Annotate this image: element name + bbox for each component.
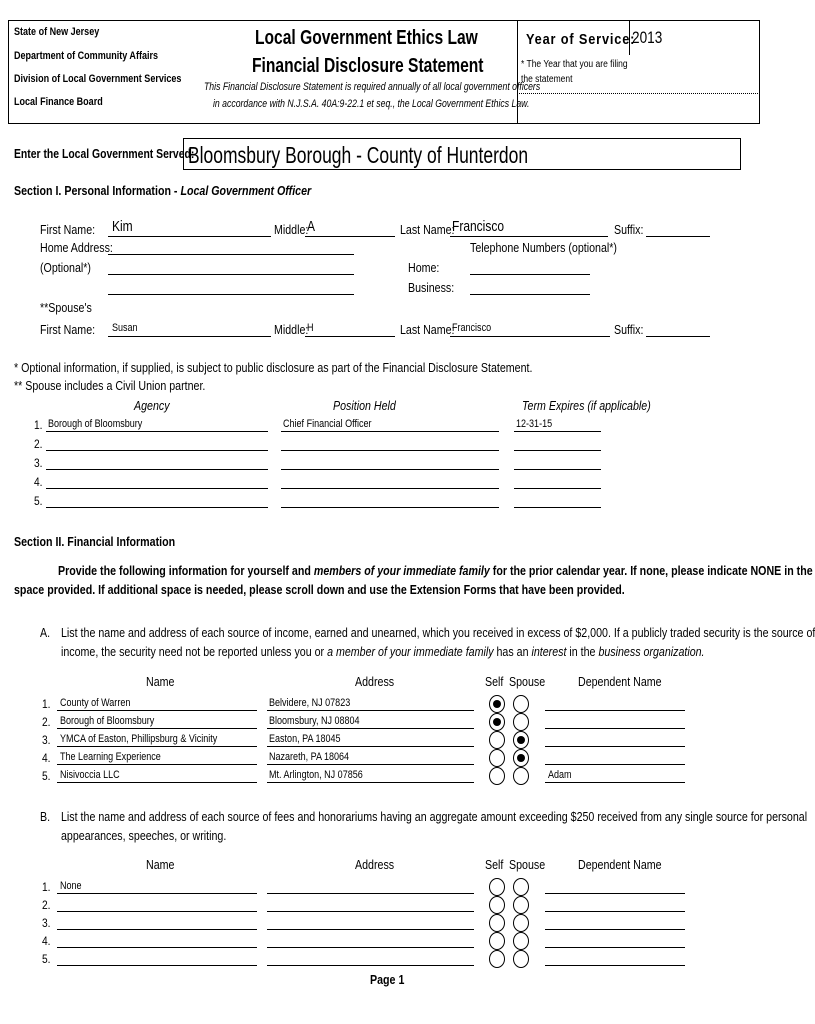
- a-col-name: Name: [146, 674, 175, 689]
- spouse-radio[interactable]: [513, 749, 529, 767]
- income-name-value[interactable]: Borough of Bloomsbury: [60, 715, 155, 727]
- row-number: 4.: [42, 751, 51, 765]
- position-line[interactable]: [281, 507, 499, 508]
- fee-name-value[interactable]: None: [60, 880, 82, 892]
- row-number: 1.: [34, 418, 43, 432]
- fee-name-line[interactable]: [57, 911, 257, 912]
- term-line[interactable]: [514, 507, 601, 508]
- income-name-value[interactable]: County of Warren: [60, 697, 131, 709]
- income-name-line[interactable]: [57, 746, 257, 747]
- row-number: 5.: [42, 952, 51, 966]
- row-number: 2.: [34, 437, 43, 451]
- spouse-radio[interactable]: [513, 731, 529, 749]
- b-col-self: Self: [485, 857, 504, 872]
- spouse-middle-value[interactable]: H: [307, 322, 314, 334]
- year-note-1: * The Year that you are filing: [521, 59, 628, 70]
- self-radio[interactable]: [489, 932, 505, 950]
- agency-line[interactable]: [46, 488, 268, 489]
- position-line[interactable]: [281, 431, 499, 432]
- row-number: 4.: [42, 934, 51, 948]
- term-line[interactable]: [514, 469, 601, 470]
- spouse-radio[interactable]: [513, 950, 529, 968]
- income-name-value[interactable]: YMCA of Easton, Phillipsburg & Vicinity: [60, 733, 218, 745]
- home-phone-line[interactable]: [470, 274, 590, 275]
- gov-served-field[interactable]: [183, 138, 741, 170]
- spouse-note: ** Spouse includes a Civil Union partner.: [14, 378, 206, 393]
- form-title-1: Local Government Ethics Law: [255, 27, 478, 49]
- spouse-radio[interactable]: [513, 878, 529, 896]
- agency-line[interactable]: [46, 469, 268, 470]
- form-title-2: Financial Disclosure Statement: [252, 55, 484, 77]
- row-number: 1.: [42, 697, 51, 711]
- a2f: business organization.: [598, 644, 705, 659]
- spouse-radio[interactable]: [513, 914, 529, 932]
- last-name-value[interactable]: Francisco: [452, 218, 505, 235]
- col-position: Position Held: [333, 398, 396, 413]
- spouse-middle-label: Middle:: [274, 322, 309, 337]
- middle-line[interactable]: [305, 236, 395, 237]
- income-name-line[interactable]: [57, 728, 257, 729]
- row-number: 3.: [42, 733, 51, 747]
- first-name-label: First Name:: [40, 222, 96, 237]
- a2a: income, the security need not be reported unless you or: [61, 644, 328, 659]
- suffix-line[interactable]: [646, 236, 710, 237]
- row-number: 4.: [34, 475, 43, 489]
- b-col-spouse: Spouse: [509, 857, 546, 872]
- income-address-value[interactable]: Bloomsbury, NJ 08804: [269, 715, 360, 727]
- self-radio[interactable]: [489, 695, 505, 713]
- income-address-line[interactable]: [267, 764, 474, 765]
- dependent-line[interactable]: [545, 764, 685, 765]
- phone-label: Telephone Numbers (optional*): [470, 240, 617, 255]
- term-value[interactable]: 12-31-15: [516, 418, 553, 430]
- business-phone-line[interactable]: [470, 294, 590, 295]
- spouse-suffix-line[interactable]: [646, 336, 710, 337]
- spouse-last-label: Last Name:: [400, 322, 455, 337]
- self-radio[interactable]: [489, 767, 505, 785]
- part-a-text-1: List the name and address of each source of income, earned and unearned, which you received in excess of $2,000. If a publicly traded security is the source of: [61, 625, 815, 640]
- section1-title-text: Section I. Personal Information -: [14, 183, 181, 198]
- intro-c: for the prior calendar year. If none, please indicate NONE in the: [489, 563, 813, 578]
- self-radio[interactable]: [489, 878, 505, 896]
- spouse-label: **Spouse's: [40, 300, 92, 315]
- agency-value[interactable]: Borough of Bloomsbury: [48, 418, 143, 430]
- business-phone-label: Business:: [408, 280, 455, 295]
- spouse-radio[interactable]: [513, 695, 529, 713]
- last-name-line[interactable]: [450, 236, 608, 237]
- a-col-dependent: Dependent Name: [578, 674, 662, 689]
- income-address-line[interactable]: [267, 782, 474, 783]
- spouse-radio[interactable]: [513, 767, 529, 785]
- income-name-value[interactable]: The Learning Experience: [60, 751, 161, 763]
- self-radio[interactable]: [489, 713, 505, 731]
- a2c: has an: [493, 644, 532, 659]
- position-line[interactable]: [281, 450, 499, 451]
- a2b: a member of your immediate family: [327, 644, 494, 659]
- fee-name-line[interactable]: [57, 929, 257, 930]
- fee-address-line[interactable]: [267, 929, 474, 930]
- spouse-last-value[interactable]: Francisco: [452, 322, 492, 334]
- dependent-line[interactable]: [545, 911, 685, 912]
- fee-name-line[interactable]: [57, 893, 257, 894]
- fee-name-line[interactable]: [57, 947, 257, 948]
- dependent-line[interactable]: [545, 965, 685, 966]
- spouse-first-line[interactable]: [108, 336, 271, 337]
- part-a-letter: A.: [40, 625, 51, 640]
- position-line[interactable]: [281, 488, 499, 489]
- row-number: 2.: [42, 898, 51, 912]
- income-name-value[interactable]: Nisivoccia LLC: [60, 769, 120, 781]
- term-line[interactable]: [514, 488, 601, 489]
- intro-b: members of your immediate family: [313, 563, 490, 578]
- b-col-name: Name: [146, 857, 175, 872]
- part-b-letter: B.: [40, 809, 51, 824]
- col-agency: Agency: [134, 398, 170, 413]
- address-line-3[interactable]: [108, 294, 354, 295]
- a2e: in the: [566, 644, 599, 659]
- home-address-label: Home Address:: [40, 240, 113, 255]
- b-col-dependent: Dependent Name: [578, 857, 662, 872]
- page-number: Page 1: [370, 972, 405, 987]
- fee-address-line[interactable]: [267, 893, 474, 894]
- fee-address-line[interactable]: [267, 911, 474, 912]
- dependent-line[interactable]: [545, 947, 685, 948]
- income-name-line[interactable]: [57, 710, 257, 711]
- spouse-radio[interactable]: [513, 896, 529, 914]
- self-radio[interactable]: [489, 749, 505, 767]
- row-number: 5.: [42, 769, 51, 783]
- agency-line[interactable]: [46, 431, 268, 432]
- part-a-text-2: [61, 644, 705, 659]
- optional-note: * Optional information, if supplied, is subject to public disclosure as part of the Financial Disclosure Statement.: [14, 360, 533, 375]
- gov-served-value: Bloomsbury Borough - County of Hunterdon: [188, 142, 529, 168]
- fee-address-line[interactable]: [267, 965, 474, 966]
- middle-label: Middle:: [274, 222, 309, 237]
- fee-name-line[interactable]: [57, 965, 257, 966]
- agency-line[interactable]: [46, 450, 268, 451]
- first-name-line[interactable]: [108, 236, 271, 237]
- section1-title-italic: Local Government Officer: [180, 183, 312, 198]
- dependent-line[interactable]: [545, 893, 685, 894]
- row-number: 3.: [42, 916, 51, 930]
- agency-line-1: State of New Jersey: [14, 26, 100, 38]
- section1-title: [14, 183, 311, 198]
- dependent-line[interactable]: [545, 728, 685, 729]
- suffix-label: Suffix:: [614, 222, 644, 237]
- row-number: 2.: [42, 715, 51, 729]
- income-name-line[interactable]: [57, 782, 257, 783]
- income-address-line[interactable]: [267, 710, 474, 711]
- dependent-value[interactable]: Adam: [548, 769, 572, 781]
- agency-line-3: Division of Local Government Services: [14, 73, 182, 85]
- section2-intro-2: space provided. If additional space is needed, please scroll down and use the Extension Forms that have been provided.: [14, 582, 625, 597]
- position-line[interactable]: [281, 469, 499, 470]
- row-number: 3.: [34, 456, 43, 470]
- term-line[interactable]: [514, 450, 601, 451]
- spouse-first-name-label: First Name:: [40, 322, 96, 337]
- year-dotted-line: [517, 93, 760, 94]
- last-name-label: Last Name:: [400, 222, 455, 237]
- income-address-value[interactable]: Nazareth, PA 18064: [269, 751, 350, 763]
- income-address-line[interactable]: [267, 746, 474, 747]
- section2-intro-1: [58, 563, 813, 578]
- income-name-line[interactable]: [57, 764, 257, 765]
- self-radio[interactable]: [489, 731, 505, 749]
- section2-title: Section II. Financial Information: [14, 534, 176, 549]
- dependent-line[interactable]: [545, 710, 685, 711]
- address-line-2[interactable]: [108, 274, 354, 275]
- income-address-value[interactable]: Easton, PA 18045: [269, 733, 341, 745]
- dependent-line[interactable]: [545, 929, 685, 930]
- a-col-self: Self: [485, 674, 504, 689]
- part-b-text-1: List the name and address of each source of fees and honorariums having an aggregate amount exceeding $250 received from any single source for personal: [61, 809, 808, 824]
- income-address-value[interactable]: Belvidere, NJ 07823: [269, 697, 351, 709]
- year-label: Year of Service:: [526, 31, 636, 48]
- term-line[interactable]: [514, 431, 601, 432]
- income-address-line[interactable]: [267, 728, 474, 729]
- intro-a: Provide the following information for yourself and: [58, 563, 314, 578]
- a-col-address: Address: [355, 674, 395, 689]
- spouse-suffix-label: Suffix:: [614, 322, 644, 337]
- position-value[interactable]: Chief Financial Officer: [283, 418, 372, 430]
- row-number: 1.: [42, 880, 51, 894]
- dependent-line[interactable]: [545, 782, 685, 783]
- optional-label: (Optional*): [40, 260, 91, 275]
- self-radio[interactable]: [489, 914, 505, 932]
- spouse-radio[interactable]: [513, 932, 529, 950]
- dependent-line[interactable]: [545, 746, 685, 747]
- spouse-middle-line[interactable]: [305, 336, 395, 337]
- year-value[interactable]: 2013: [632, 28, 663, 47]
- address-line-1[interactable]: [108, 254, 354, 255]
- agency-line[interactable]: [46, 507, 268, 508]
- fee-address-line[interactable]: [267, 947, 474, 948]
- spouse-first-value[interactable]: Susan: [112, 322, 138, 334]
- b-col-address: Address: [355, 857, 395, 872]
- self-radio[interactable]: [489, 896, 505, 914]
- col-term: Term Expires (if applicable): [522, 398, 651, 413]
- spouse-radio[interactable]: [513, 713, 529, 731]
- home-phone-label: Home:: [408, 260, 440, 275]
- first-name-value[interactable]: Kim: [112, 218, 133, 235]
- agency-line-4: Local Finance Board: [14, 96, 103, 108]
- row-number: 5.: [34, 494, 43, 508]
- form-subtitle-2: in accordance with N.J.S.A. 40A:9-22.1 et seq., the Local Government Ethics Law.: [213, 98, 530, 110]
- self-radio[interactable]: [489, 950, 505, 968]
- year-note-2: the statement: [521, 74, 573, 85]
- gov-served-label: Enter the Local Government Served:: [14, 146, 195, 161]
- middle-value[interactable]: A: [307, 218, 316, 235]
- a2d: interest: [531, 644, 567, 659]
- part-b-text-2: appearances, speeches, or writing.: [61, 828, 227, 843]
- form-subtitle-1: This Financial Disclosure Statement is required annually of all local government officers: [204, 81, 541, 93]
- income-address-value[interactable]: Mt. Arlington, NJ 07856: [269, 769, 363, 781]
- a-col-spouse: Spouse: [509, 674, 546, 689]
- agency-line-2: Department of Community Affairs: [14, 50, 158, 62]
- spouse-last-line[interactable]: [450, 336, 610, 337]
